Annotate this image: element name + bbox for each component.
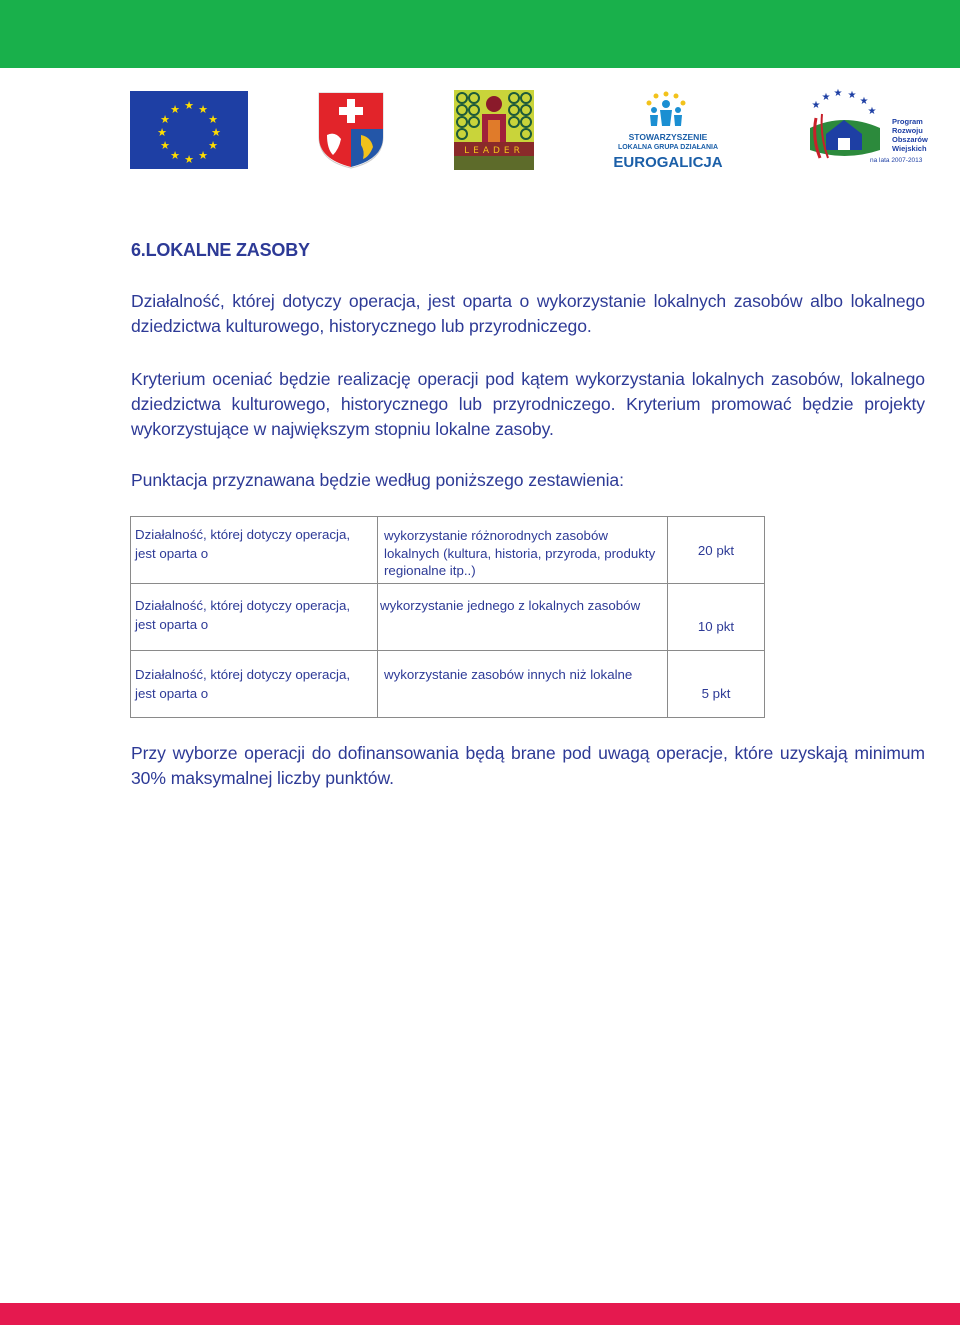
table-cell-points (668, 584, 765, 651)
prow-line5: na lata 2007-2013 (870, 157, 923, 164)
prow-line3: Obszarów (892, 135, 928, 144)
criterion-text: Działalność, której dotyczy operacja, jest oparta o (135, 667, 351, 701)
table-cell-criterion (131, 651, 378, 718)
table-cell-points (668, 651, 765, 718)
scoring-table (130, 516, 765, 718)
paragraph-scoring: Punktacja przyznawana będzie według poniższego zestawienia: (131, 470, 624, 490)
top-color-bar (0, 0, 960, 68)
svg-text:★: ★ (859, 96, 869, 107)
table-cell-criterion (131, 517, 378, 584)
svg-text:★: ★ (847, 90, 857, 101)
table-cell-description (378, 584, 668, 651)
svg-text:★: ★ (170, 149, 180, 162)
svg-text:★: ★ (821, 92, 831, 103)
paragraph-criterion: Kryterium oceniać będzie realizację operacji pod kątem wykorzystania lokalnych zasobów, lokalnego dziedzictwa kulturowego, historycznego lub przyrodniczego. Kryterium promować będzie projekty wykorzystujące w największym stopniu lokalne zasoby. (131, 369, 925, 439)
svg-text:★: ★ (811, 100, 821, 111)
svg-text:★: ★ (198, 149, 208, 162)
table-row (131, 651, 765, 718)
table-cell-description (378, 517, 668, 584)
eurogalicja-logo-icon (604, 90, 732, 172)
svg-text:★: ★ (160, 139, 170, 152)
paragraph-minimum: Przy wyborze operacji do dofinansowania będą brane pod uwagą operacje, które uzyskają minimum 30% maksymalnej liczby punktów. (131, 743, 925, 788)
svg-text:★: ★ (208, 139, 218, 152)
svg-text:★: ★ (160, 113, 170, 126)
description-text: wykorzystanie jednego z lokalnych zasobów (380, 598, 641, 613)
svg-text:★: ★ (184, 99, 194, 112)
svg-text:★: ★ (833, 88, 843, 99)
prow-logo-icon (804, 88, 928, 166)
table-cell-criterion (131, 584, 378, 651)
prow-line1: Program (892, 117, 923, 126)
description-text: wykorzystanie zasobów innych niż lokalne (384, 667, 633, 682)
svg-text:★: ★ (157, 126, 167, 139)
svg-text:★: ★ (211, 126, 221, 139)
eurogalicja-line2: LOKALNA GRUPA DZIAŁANIA (617, 144, 719, 151)
table-cell-points (668, 517, 765, 584)
table-row (131, 517, 765, 584)
prow-line2: Rozwoju (892, 126, 923, 135)
regional-crest-icon (317, 91, 385, 169)
eurogalicja-line1: STOWARZYSZENIE (628, 132, 708, 142)
paragraph-intro: Działalność, której dotyczy operacja, jest oparta o wykorzystanie lokalnych zasobów albo lokalnego dziedzictwa kulturowego, historycznego lub przyrodniczego. (131, 291, 925, 336)
points-text: 10 pkt (697, 619, 735, 634)
eu-flag-icon (130, 91, 248, 169)
criterion-text: Działalność, której dotyczy operacja, jest oparta o (135, 527, 351, 561)
points-text: 5 pkt (701, 686, 731, 701)
description-text: wykorzystanie różnorodnych zasobów lokalnych (kultura, historia, przyroda, produkty regionalne itp..) (384, 528, 656, 578)
leader-logo-icon (454, 90, 534, 170)
table-cell-description (378, 651, 668, 718)
svg-text:★: ★ (184, 153, 194, 166)
svg-text:★: ★ (208, 113, 218, 126)
points-text: 20 pkt (697, 542, 735, 558)
leader-logo-text: LEADER (464, 146, 524, 156)
eurogalicja-name: EUROGALICJA (613, 154, 723, 171)
criterion-text: Działalność, której dotyczy operacja, jest oparta o (135, 598, 351, 632)
section-heading: 6.LOKALNE ZASOBY (131, 240, 310, 260)
svg-text:★: ★ (170, 103, 180, 116)
bottom-color-bar (0, 1303, 960, 1325)
svg-text:★: ★ (867, 106, 877, 117)
svg-text:★: ★ (198, 103, 208, 116)
prow-line4: Wiejskich (892, 144, 927, 153)
table-row (131, 584, 765, 651)
